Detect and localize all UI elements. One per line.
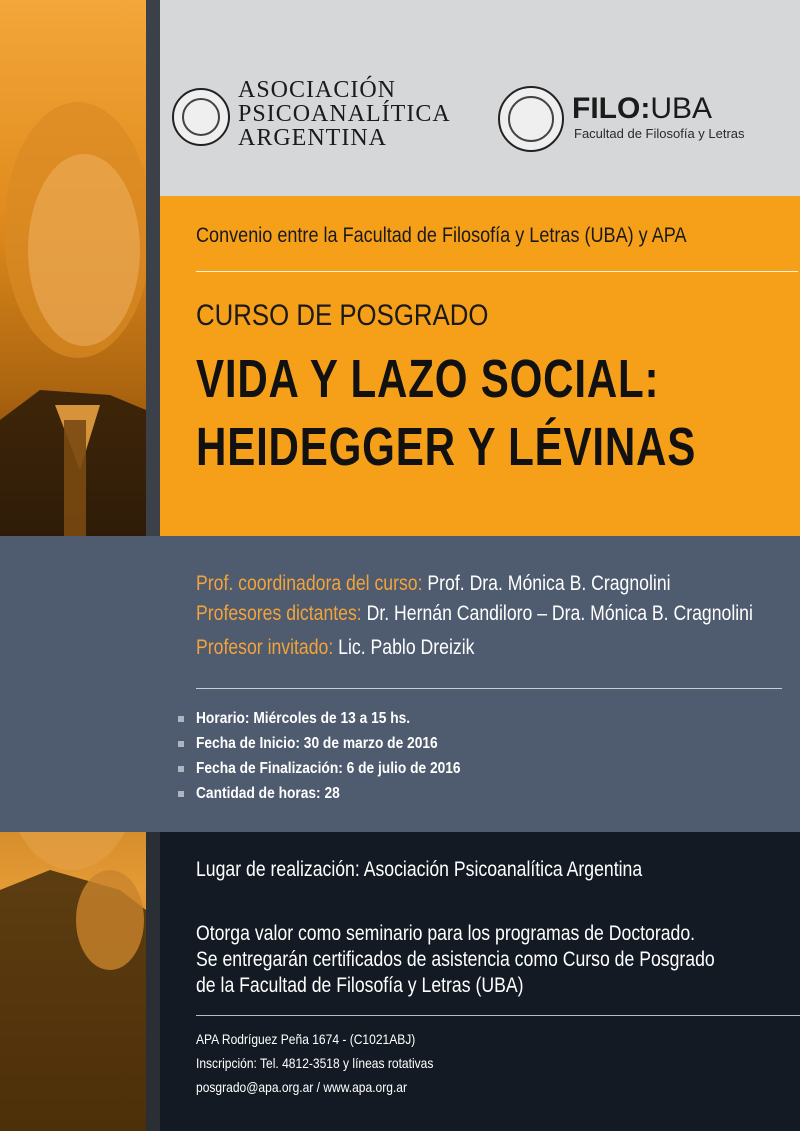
filo-uba: UBA: [650, 92, 713, 125]
convenio-text: Convenio entre la Facultad de Filosofía y Letras (UBA) y APA: [196, 224, 687, 247]
coordinator-label: Prof. coordinadora del curso:: [196, 572, 423, 595]
apa-name: [238, 78, 451, 150]
logo-header: [160, 0, 800, 196]
teachers-value: Dr. Hernán Candiloro – Dra. Mónica B. Cragnolini: [366, 602, 753, 625]
coordinator-value: Prof. Dra. Mónica B. Cragnolini: [427, 572, 671, 595]
list-item: Fecha de Inicio: 30 de marzo de 2016: [178, 735, 504, 760]
heidegger-photo: [0, 0, 146, 536]
list-item: Fecha de Finalización: 6 de julio de 2016: [178, 760, 504, 785]
apa-name-line-3: ARGENTINA: [238, 125, 387, 151]
bullet-icon: [178, 766, 184, 772]
list-item: Cantidad de horas: 28: [178, 785, 504, 810]
venue-text: Lugar de realización: Asociación Psicoanalítica Argentina: [196, 858, 643, 881]
filo-brand: FILO: [572, 92, 641, 125]
title-block: [160, 196, 800, 536]
filo-separator: :: [640, 92, 651, 125]
course-type: CURSO DE POSGRADO: [196, 299, 489, 332]
uba-seal-icon: [498, 86, 564, 152]
teachers-line: [196, 602, 753, 626]
accreditation-line-1: Otorga valor como seminario para los programas de Doctorado.: [196, 922, 696, 945]
teachers-label: Profesores dictantes:: [196, 602, 362, 625]
filo-subtitle: Facultad de Filosofía y Letras: [574, 126, 745, 141]
apa-seal-icon: [172, 88, 230, 146]
address-text: APA Rodríguez Peña 1674 - (C1021ABJ): [196, 1031, 416, 1047]
bullet-icon: [178, 741, 184, 747]
course-details-list: [178, 710, 504, 810]
bullet-icon: [178, 791, 184, 797]
accreditation-line-2: Se entregarán certificados de asistencia como Curso de Posgrado: [196, 948, 715, 971]
coordinator-line: [196, 572, 671, 596]
divider: [196, 271, 798, 272]
apa-name-line-2: PSICOANALÍTICA: [238, 101, 451, 127]
guest-label: Profesor invitado:: [196, 636, 334, 659]
accreditation-line-3: de la Facultad de Filosofía y Letras (UBA): [196, 974, 524, 997]
registration-text: Inscripción: Tel. 4812-3518 y líneas rotativas: [196, 1055, 434, 1071]
divider: [196, 1015, 800, 1016]
bullet-icon: [178, 716, 184, 722]
guest-line: [196, 636, 474, 660]
filo-uba-logo: [572, 92, 712, 126]
guest-value: Lic. Pablo Dreizik: [338, 636, 475, 659]
list-item: Horario: Miércoles de 13 a 15 hs.: [178, 710, 504, 735]
course-title-line-2: HEIDEGGER Y LÉVINAS: [196, 417, 697, 477]
divider: [196, 688, 782, 689]
email-web-text: posgrado@apa.org.ar / www.apa.org.ar: [196, 1079, 408, 1095]
apa-name-line-1: ASOCIACIÓN: [238, 77, 397, 103]
left-divider-strip: [146, 0, 160, 536]
course-title-line-1: VIDA Y LAZO SOCIAL:: [196, 349, 660, 409]
